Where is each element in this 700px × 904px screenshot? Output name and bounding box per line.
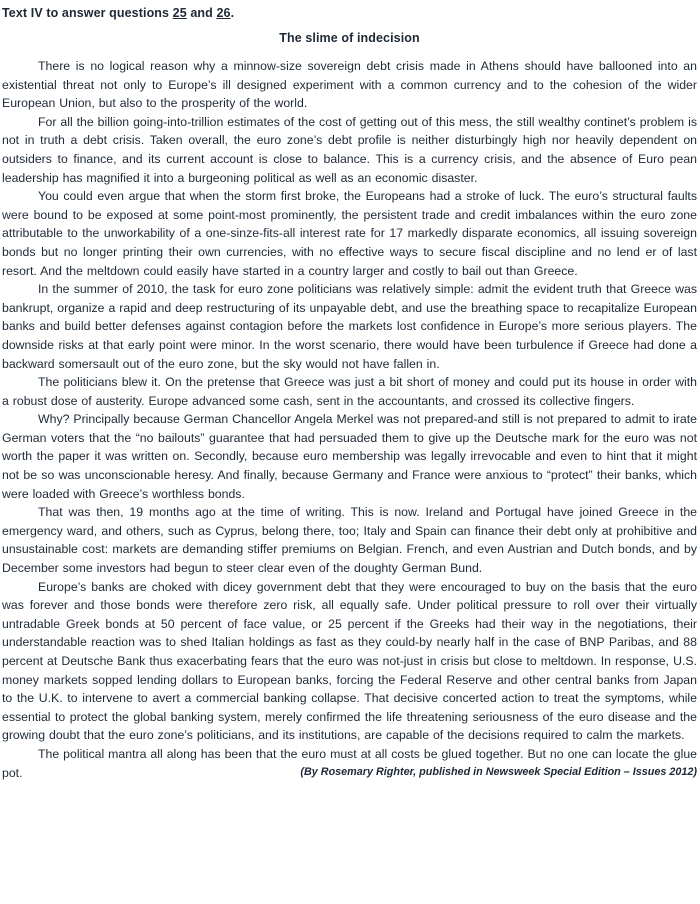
instruction-period: .	[230, 6, 235, 20]
final-paragraph-block	[2, 745, 697, 782]
paragraph-8: Europe’s banks are choked with dicey government debt that they were encouraged to buy on the basis that the euro was forever and those bonds were therefore zero risk, all equally safe. Under political pressure to roll over their virtually untradable Greek bonds at 50 percent of face value, or 25 percent if the Greeks had their way in the negotiations, their understandable reaction was to shed Italian holdings as fast as they could-by nearly half in the case of BNP Paribas, and 88 percent at Deutsche Bank thus exacerbating fears that the euro was not-just in crisis but close to meltdown. In response, U.S. money markets sopped lending dollars to European banks, forcing the Federal Reserve and other central banks from Japan to the U.K. to intervene to avert a commercial banking collapse. That decisive concerted action to treat the symptoms, while essential to protect the global banking system, merely confirmed the life threatening seriousness of the euro disease and the growing doubt that the euro zone’s politicians, and its institutions, are capable of the decisions required to calm the markets.	[2, 579, 697, 743]
paragraph-5: The politicians blew it. On the pretense that Greece was just a bit short of money and could put its house in order with a robust dose of austerity. Europe advanced some cash, sent in the accountants, and crossed its collective fingers.	[2, 375, 697, 408]
paragraph-7: That was then, 19 months ago at the time of writing. This is now. Ireland and Portugal have joined Greece in the emergency ward, and others, such as Cyprus, belong there, too; Italy and Spain can finance their debt only at prohibitive and unsustainable cost: markets are demanding stiffer premiums on Belgian. French, and even Austrian and Dutch bonds, and by December some investors had begun to steer clear even of the doughty German Bund.	[2, 505, 697, 576]
paragraph-3: You could even argue that when the storm first broke, the Europeans had a stroke of luck. The euro’s structural faults were bound to be exposed at some point-most prominently, the persistent trade and credit imbalances within the euro zone attributable to the unworkability of a one-sinze-fits-all interest rate for 17 markedly disparate economics, all issuing sovereign bonds but no longer printing their own currencies, with no effective ways to secure fiscal discipline and no lend er of last resort. And the meltdown could easily have started in a country larger and costly to bail out than Greece.	[2, 189, 697, 278]
question-number-25: 25	[172, 6, 187, 20]
article-body	[2, 57, 697, 782]
paragraph-2: For all the billion going-into-trillion estimates of the cost of getting out of this mess, the still wealthy continet’s problem is not in truth a debt crisis. Taken overall, the euro zone’s debt profile is neither disturbingly high nor heavily dependent on outsiders to finance, and its current account is close to balance. This is a currency crisis, and the absence of Euro pean leadership has magnified it into a burgeoning political as well as an economic disaster.	[2, 114, 697, 185]
article-title: The slime of indecision	[279, 31, 420, 45]
instruction-conjunction: and	[186, 6, 217, 20]
question-number-26: 26	[216, 6, 231, 20]
paragraph-9: The political mantra all along has been that the euro must at all costs be glued together. But no one can locate the glue pot.	[2, 746, 697, 780]
source-attribution: (By Rosemary Righter, published in Newsweek Special Edition – Issues 2012)	[300, 765, 697, 778]
instruction-prefix: Text IV to answer questions	[2, 6, 173, 20]
instruction-header	[2, 5, 697, 21]
paragraph-6: Why? Principally because German Chancellor Angela Merkel was not prepared-and still is not prepared to admit to irate German voters that the “no bailouts” guarantee that had persuaded them to give up the Deutsche mark for the euro was not worth the paper it was written on. Secondly, because euro membership was legally irrevocable and even to hint that it might not be so was unconscionable heresy. And finally, because Germany and France were anxious to “protect” their banks, which were loaded with Greece’s worthless bonds.	[2, 412, 697, 501]
paragraph-4: In the summer of 2010, the task for euro zone politicians was relatively simple: admit the evident truth that Greece was bankrupt, organize a rapid and deep restructuring of its unpayable debt, and use the breathing space to recapitalize European banks and build better defenses against contagion before the markets lost confidence in Europe’s more serious players. The downside risks at that early point were minor. In the worst scenario, there would have been turbulence if Greece had done a backward somersault out of the euro zone, but the sky would not have fallen in.	[2, 282, 697, 371]
paragraph-1: There is no logical reason why a minnow-size sovereign debt crisis made in Athens should have ballooned into an existential threat not only to Europe’s ill designed experiment with a common currency and to the cohesion of the wider European Union, but also to the prosperity of the world.	[2, 59, 697, 111]
